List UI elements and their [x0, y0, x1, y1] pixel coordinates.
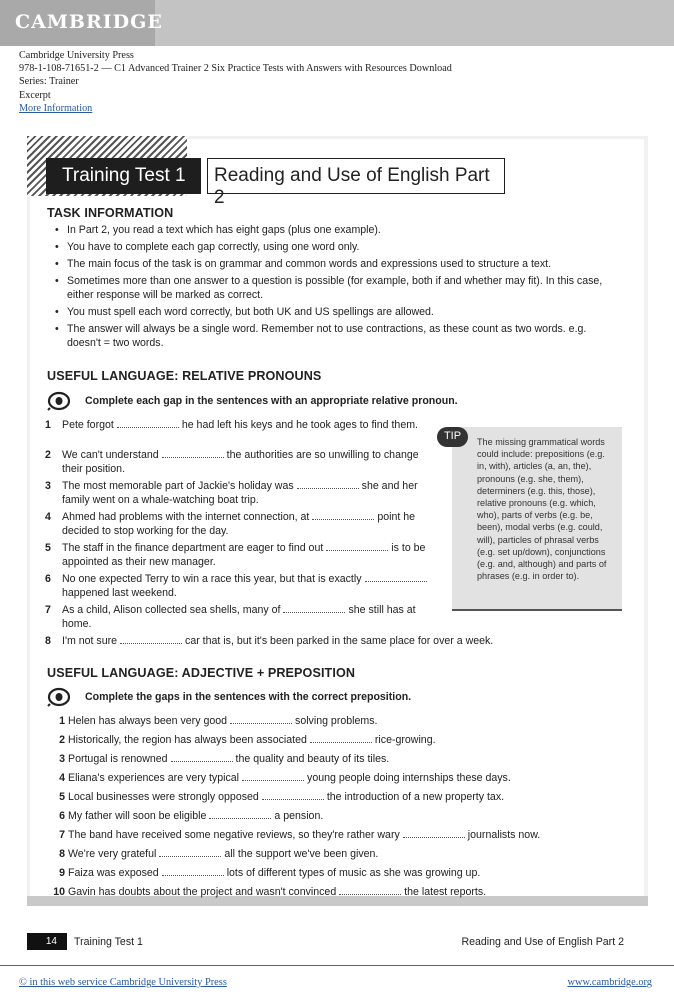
- list-item: • You must spell each word correctly, but both UK and US spellings are allowed.: [55, 305, 615, 319]
- page-number: 14: [27, 933, 67, 950]
- adjective-item-2: 2 Historically, the region has always been associated rice-growing.: [59, 734, 436, 746]
- adjective-item-9: 9 Faiza was exposed lots of different types of music as she was growing up.: [59, 867, 481, 879]
- answer-gap[interactable]: [209, 810, 271, 819]
- answer-gap[interactable]: [262, 791, 324, 800]
- answer-gap[interactable]: [403, 829, 465, 838]
- book-title: 978-1-108-71651-2 — C1 Advanced Trainer 2 Six Practice Tests with Answers with Resources Download: [19, 63, 452, 75]
- answer-gap[interactable]: [365, 573, 427, 582]
- adjective-item-4: 4 Eliana's experiences are very typical young people doing internships these days.: [59, 772, 511, 784]
- adjective-item-8: 8 We're very grateful all the support we've been given.: [59, 848, 379, 860]
- part-title: Reading and Use of English Part 2: [207, 158, 505, 194]
- footer-test-label: Training Test 1: [74, 936, 143, 948]
- task-info-list: [55, 223, 615, 353]
- copyright-link[interactable]: © in this web service Cambridge University Press: [19, 977, 227, 988]
- answer-gap[interactable]: [159, 848, 221, 857]
- answer-gap[interactable]: [117, 419, 179, 428]
- series: Series: Trainer: [19, 76, 79, 88]
- publisher: Cambridge University Press: [19, 50, 134, 61]
- footer-divider: [0, 965, 674, 966]
- cambridge-logo: CAMBRIDGE: [0, 0, 155, 46]
- publication-info: [19, 49, 452, 115]
- exercise-icon: [47, 687, 71, 707]
- answer-gap[interactable]: [242, 772, 304, 781]
- answer-gap[interactable]: [297, 480, 359, 489]
- answer-gap[interactable]: [230, 715, 292, 724]
- relative-pronouns-heading: USEFUL LANGUAGE: RELATIVE PRONOUNS: [47, 369, 322, 383]
- list-item: • Sometimes more than one answer to a question is possible (for example, both if and whether may fit). In this case, either response will be marked as correct.: [55, 274, 615, 302]
- adjective-item-1: 1 Helen has always been very good solving problems.: [59, 715, 378, 727]
- footer-part-label: Reading and Use of English Part 2: [461, 936, 624, 948]
- tip-box: The missing grammatical words could include: prepositions (e.g. in, with), articles (a, an, the), pronouns (e.g. she, them), determiners (e.g. this, those), relative pronouns (e.g. which, who), parts of verbs (e.g. be, been), modal verbs (e.g. could, will), particles of phrasal verbs (e.g. set up/down), conjunctions (e.g. and, although) and parts of phrases (e.g. in order to).: [452, 427, 622, 611]
- list-item: • The answer will always be a single word. Remember not to use contractions, as these count as two words. e.g. doesn't = two words.: [55, 322, 615, 350]
- answer-gap[interactable]: [326, 542, 388, 551]
- list-item: • In Part 2, you read a text which has eight gaps (plus one example).: [55, 223, 615, 237]
- excerpt-label: Excerpt: [19, 89, 51, 101]
- list-item: • The main focus of the task is on grammar and common words and expressions used to structure a text.: [55, 257, 615, 271]
- adjective-item-10: 10 Gavin has doubts about the project and wasn't convinced the latest reports.: [53, 886, 487, 898]
- answer-gap[interactable]: [162, 449, 224, 458]
- answer-gap[interactable]: [162, 867, 224, 876]
- top-banner: [0, 0, 674, 46]
- website-link[interactable]: www.cambridge.org: [567, 977, 652, 988]
- adjective-item-6: 6 My father will soon be eligible a pension.: [59, 810, 324, 822]
- exercise-icon: [47, 391, 71, 411]
- answer-gap[interactable]: [283, 604, 345, 613]
- list-item: • You have to complete each gap correctly, using one word only.: [55, 240, 615, 254]
- test-title: Training Test 1: [46, 158, 201, 194]
- answer-gap[interactable]: [339, 886, 401, 895]
- answer-gap[interactable]: [312, 511, 374, 520]
- answer-gap[interactable]: [120, 635, 182, 644]
- more-information-link[interactable]: More Information: [19, 102, 93, 114]
- adjective-item-5: 5 Local businesses were strongly opposed the introduction of a new property tax.: [59, 791, 505, 803]
- answer-gap[interactable]: [310, 734, 372, 743]
- adjective-item-7: 7 The band have received some negative reviews, so they're rather wary journalists now.: [59, 829, 541, 841]
- task-info-heading: TASK INFORMATION: [47, 206, 174, 220]
- tip-badge: TIP: [437, 427, 468, 447]
- adjective-preposition-heading: USEFUL LANGUAGE: ADJECTIVE + PREPOSITION: [47, 666, 356, 680]
- adjective-item-3: 3 Portugal is renowned the quality and beauty of its tiles.: [59, 753, 390, 765]
- answer-gap[interactable]: [171, 753, 233, 762]
